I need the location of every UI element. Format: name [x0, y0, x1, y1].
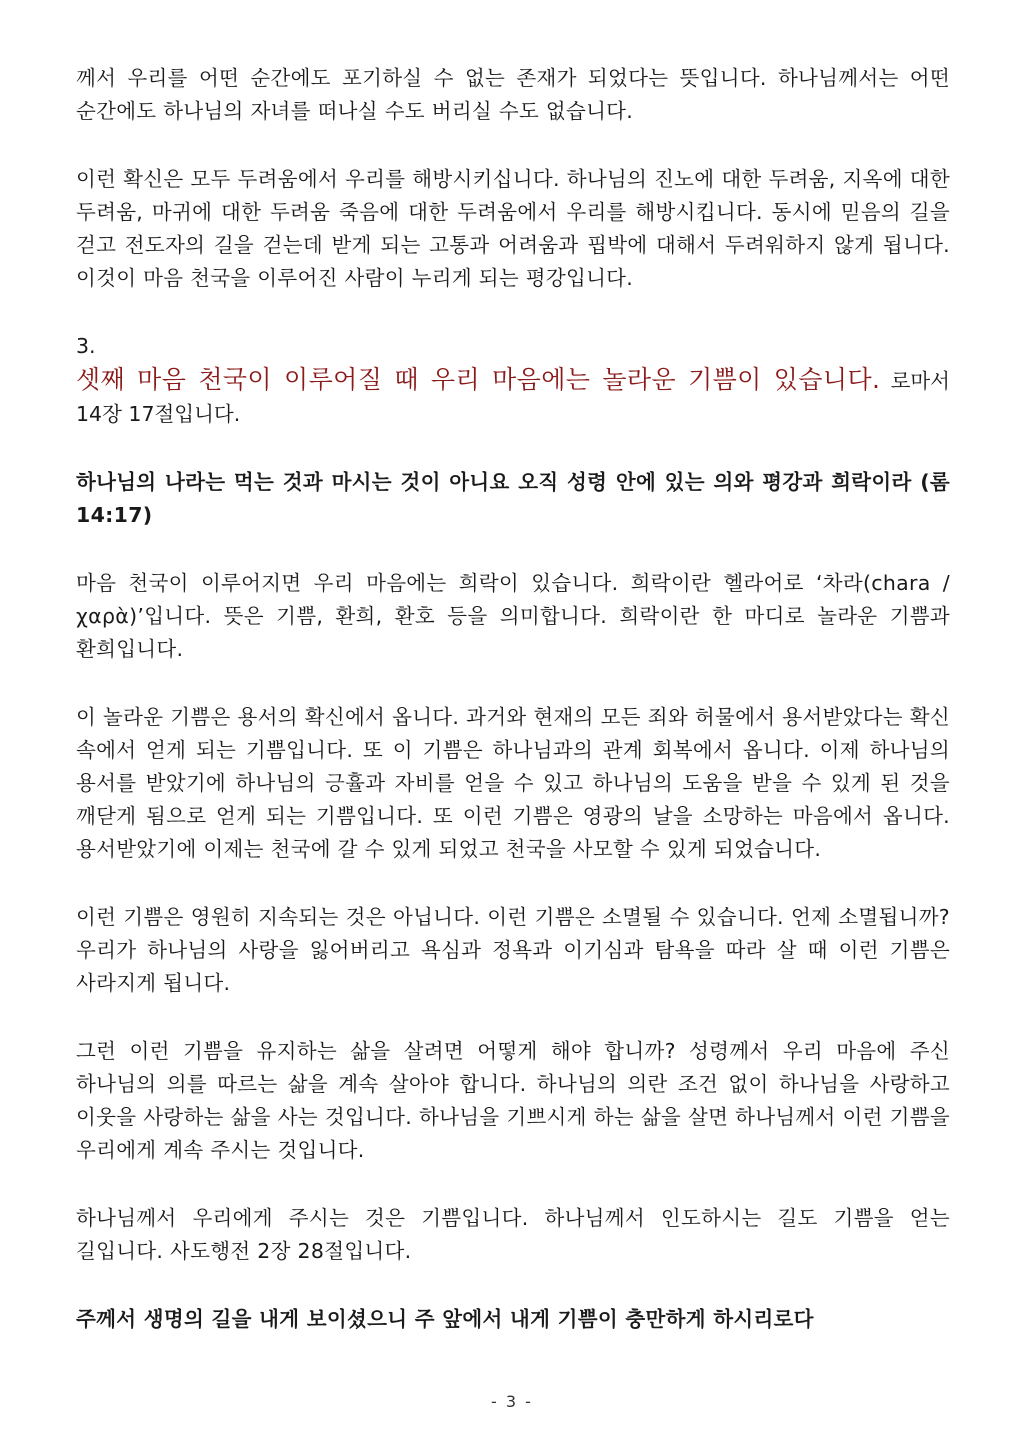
body-paragraph: 이런 기쁨은 영원히 지속되는 것은 아닙니다. 이런 기쁨은 소멸될 수 있습니다. 언제 소멸됩니까? 우리가 하나님의 사랑을 잃어버리고 욕심과 정욕과 이기심과 탐욕을 따라 살 때 이런 기쁨은 사라지게 됩니다.	[76, 905, 950, 995]
scripture-verse: 주께서 생명의 길을 내게 보이셨으니 주 앞에서 내게 기쁨이 충만하게 하시리로다	[76, 1307, 814, 1331]
section-heading-paragraph	[76, 363, 950, 431]
body-paragraph: 이런 확신은 모두 두려움에서 우리를 해방시키십니다. 하나님의 진노에 대한 두려움, 지옥에 대한 두려움, 마귀에 대한 두려움 죽음에 대한 두려움에서 우리를 해방시킵니다. 동시에 믿음의 길을 걷고 전도자의 길을 걷는데 받게 되는 고통과 어려움과 핍박에 대해서 두려워하지 않게 됩니다. 이것이 마음 천국을 이루어진 사람이 누리게 되는 평강입니다.	[76, 167, 950, 290]
body-paragraph: 께서 우리를 어떤 순간에도 포기하실 수 없는 존재가 되었다는 뜻입니다. 하나님께서는 어떤 순간에도 하나님의 자녀를 떠나실 수도 버리실 수도 없습니다.	[76, 66, 950, 123]
body-paragraph: 이 놀라운 기쁨은 용서의 확신에서 옵니다. 과거와 현재의 모든 죄와 허물에서 용서받았다는 확신 속에서 얻게 되는 기쁨입니다. 또 이 기쁨은 하나님과의 관계 회복에서 옵니다. 이제 하나님의 용서를 받았기에 하나님의 긍휼과 자비를 얻을 수 있고 하나님의 도움을 받을 수 있게 된 것을 깨닫게 됨으로 얻게 되는 기쁨입니다. 또 이런 기쁨은 영광의 날을 소망하는 마음에서 옵니다. 용서받았기에 이제는 천국에 갈 수 있게 되었고 천국을 사모할 수 있게 되었습니다.	[76, 705, 950, 861]
document-body	[76, 62, 950, 1336]
scripture-verse: 하나님의 나라는 먹는 것과 마시는 것이 아니요 오직 성령 안에 있는 의와 평강과 희락이라 (롬 14:17)	[76, 470, 950, 527]
body-paragraph: 하나님께서 우리에게 주시는 것은 기쁨입니다. 하나님께서 인도하시는 길도 기쁨을 얻는 길입니다. 사도행전 2장 28절입니다.	[76, 1206, 950, 1263]
section-number: 3.	[76, 334, 96, 358]
section-heading-tail: 로마서 14장 17절입니다.	[76, 369, 950, 426]
section-heading: 셋째 마음 천국이 이루어질 때 우리 마음에는 놀라운 기쁨이 있습니다.	[76, 365, 881, 394]
body-paragraph: 그런 이런 기쁨을 유지하는 삶을 살려면 어떻게 해야 합니까? 성령께서 우리 마음에 주신 하나님의 의를 따르는 삶을 계속 살아야 합니다. 하나님의 의란 조건 없이 하나님을 사랑하고 이웃을 사랑하는 삶을 사는 것입니다. 하나님을 기쁘시게 하는 삶을 살면 하나님께서 이런 기쁨을 우리에게 계속 주시는 것입니다.	[76, 1039, 950, 1162]
body-paragraph: 마음 천국이 이루어지면 우리 마음에는 희락이 있습니다. 희락이란 헬라어로 ‘차라(chara / χαρὰ)’입니다. 뜻은 기쁨, 환희, 환호 등을 의미합니다. 희락이란 한 마디로 놀라운 기쁨과 환희입니다.	[76, 571, 950, 661]
page-number: - 3 -	[491, 1392, 533, 1411]
